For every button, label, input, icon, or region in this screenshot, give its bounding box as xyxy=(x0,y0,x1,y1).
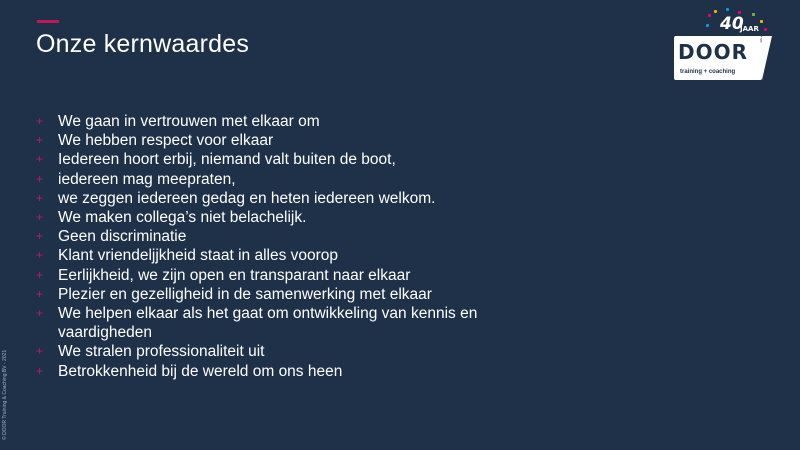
plus-icon: + xyxy=(36,248,44,263)
plus-icon: + xyxy=(36,152,44,167)
core-values-list xyxy=(36,112,536,381)
door-logo xyxy=(668,8,778,83)
list-item xyxy=(36,362,536,381)
value-text: We hebben respect voor elkaar xyxy=(58,132,274,150)
value-text: We maken collega’s niet belachelijk. xyxy=(58,209,307,227)
copyright-note: © DOOR Training & Coaching BV - 2021 xyxy=(2,349,8,440)
value-text: Klant vriendeljjkheid staat in alles voorop xyxy=(58,247,339,265)
list-item xyxy=(36,150,536,169)
plus-icon: + xyxy=(36,229,44,244)
plus-icon: + xyxy=(36,190,44,205)
logo-badge xyxy=(674,36,765,80)
list-item xyxy=(36,285,536,304)
plus-icon: + xyxy=(36,306,44,321)
list-item xyxy=(36,208,536,227)
plus-icon: + xyxy=(36,363,44,378)
plus-icon: + xyxy=(36,114,44,128)
plus-icon: + xyxy=(36,267,44,282)
list-item xyxy=(36,246,536,265)
anniversary-word: JAAR xyxy=(740,25,759,33)
list-item xyxy=(36,131,536,150)
plus-icon: + xyxy=(36,210,44,225)
plus-icon: + xyxy=(36,344,44,359)
registered-mark: ® xyxy=(760,39,765,45)
value-text: Geen discriminatie xyxy=(58,228,187,246)
value-text: Iedereen hoort erbij, niemand valt buiten de boot, xyxy=(58,151,396,169)
value-text: Betrokkenheid bij de wereld om ons heen xyxy=(58,362,343,380)
slide-title: Onze kernwaardes xyxy=(36,30,250,58)
brand-name: DOOR xyxy=(678,40,749,64)
value-text: Plezier en gezelligheid in de samenwerking met elkaar xyxy=(58,285,432,303)
anniversary-number: 40 xyxy=(720,14,744,34)
value-text: We helpen elkaar als het gaat om ontwikkeling van kennis en vaardigheden xyxy=(58,305,478,342)
list-item xyxy=(36,170,536,189)
list-item xyxy=(36,112,536,131)
title-accent-bar xyxy=(37,20,59,23)
list-item xyxy=(36,342,536,361)
list-item xyxy=(36,266,536,285)
value-text: Eerlijkheid, we zijn open en transparant naar elkaar xyxy=(58,266,411,284)
value-text: We stralen professionaliteit uit xyxy=(58,343,265,361)
brand-tagline: training + coaching xyxy=(680,69,736,75)
list-item xyxy=(36,304,536,342)
value-text: we zeggen iedereen gedag en heten iedereen welkom. xyxy=(58,189,436,207)
plus-icon: + xyxy=(36,286,44,301)
plus-icon: + xyxy=(36,171,44,186)
list-item xyxy=(36,189,536,208)
value-text: We gaan in vertrouwen met elkaar om xyxy=(58,113,320,130)
plus-icon: + xyxy=(36,133,44,148)
list-item xyxy=(36,227,536,246)
value-text: iedereen mag meepraten, xyxy=(58,170,236,188)
